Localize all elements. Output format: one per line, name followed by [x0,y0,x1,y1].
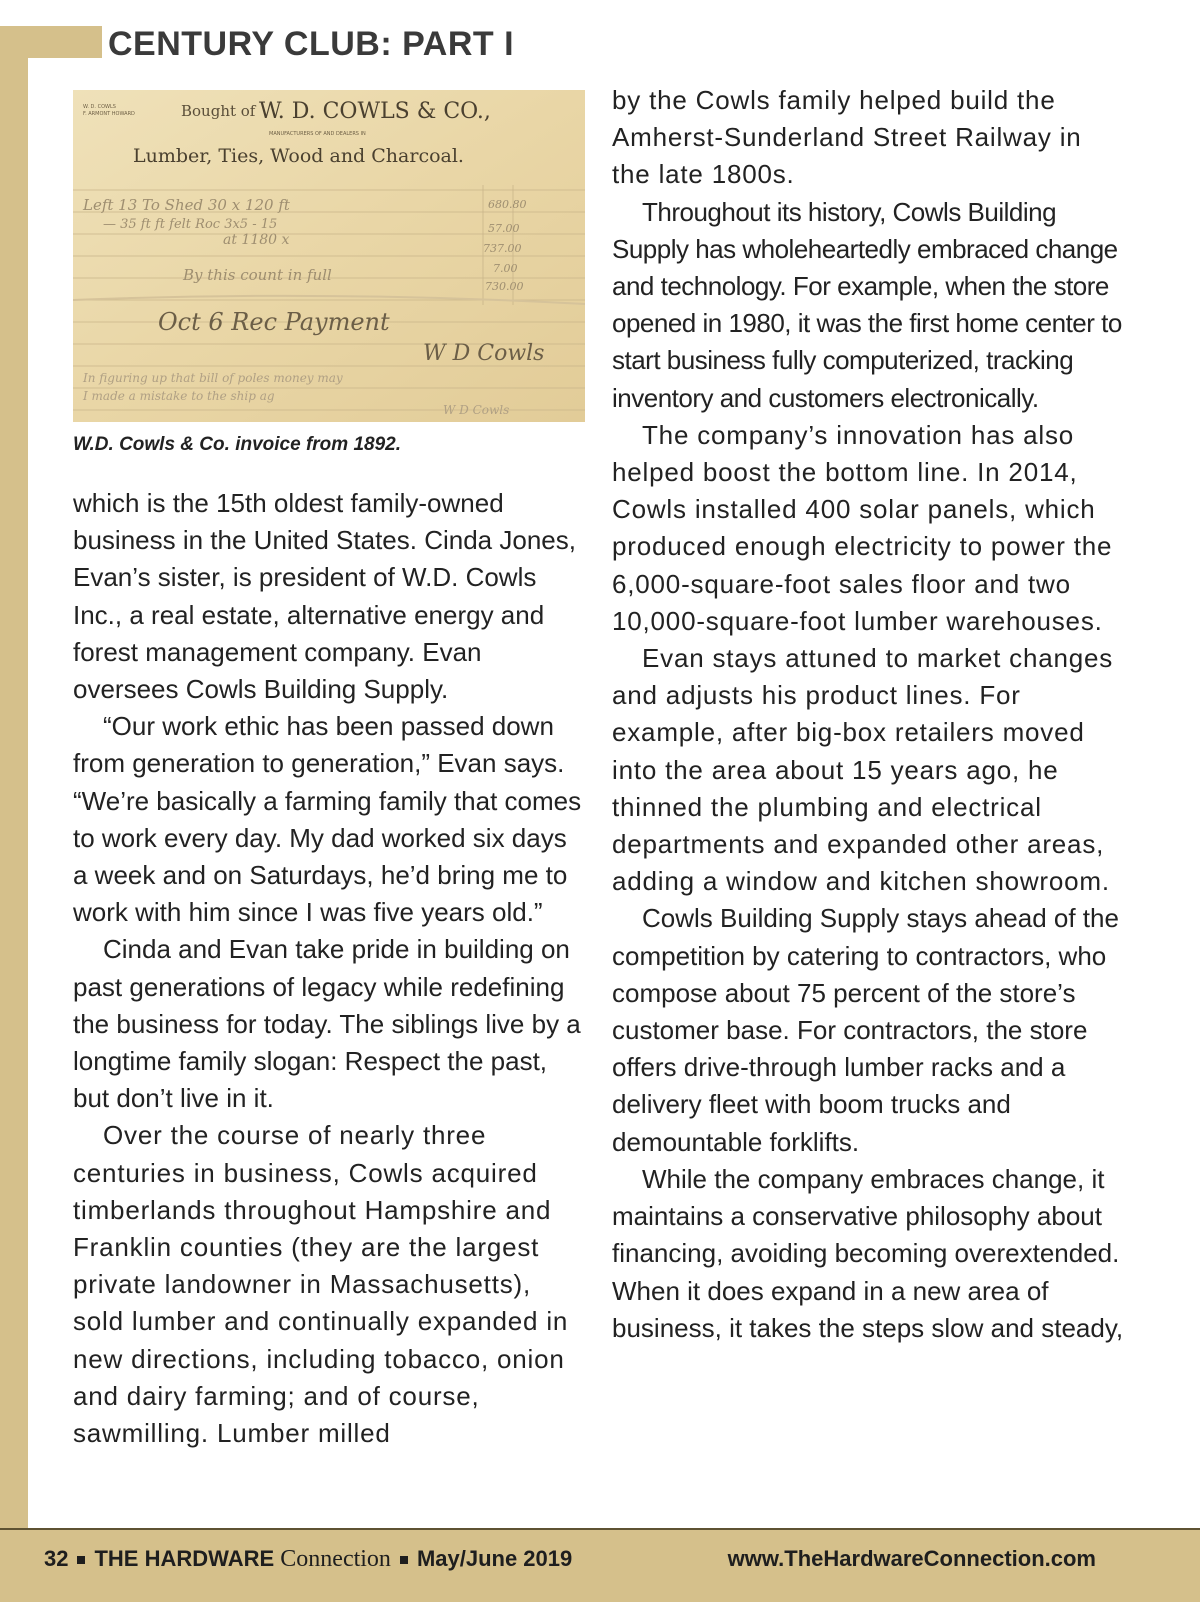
bullet-separator [400,1556,408,1564]
invoice-amount: 57.00 [488,222,520,235]
article-paragraph: “Our work ethic has been passed down from generation to generation,” Evan says. “We’re basically a farming family that comes to work every day. My dad worked six days a week and on Saturdays, he’d bring me to work with him since I was five years old.” [73,711,582,928]
figure-caption: W.D. Cowls & Co. invoice from 1892. [73,434,401,455]
invoice-image [73,90,585,422]
page-side-bar [0,58,28,1528]
article-paragraph: The company’s innovation has also helped boost the bottom line. In 2014, Cowls installed 400 solar panels, which produced enough electricity to power the 6,000-square-foot sales floor and two 10,000-square-foot lumber warehouses. [612,419,1113,636]
invoice-amount: 737.00 [483,242,522,255]
article-column-right [612,82,1124,1347]
invoice-handwriting-line: Left 13 To Shed 30 x 120 ft [83,196,290,214]
article-paragraph: Cowls Building Supply stays ahead of the competition by catering to contractors, who compose about 75 percent of the store’s customer base. For contractors, the store offers drive-through lumber racks and a delivery fleet with boom trucks and demountable forklifts. [612,903,1119,1157]
page-number: 32 [44,1546,69,1571]
invoice-company-name: W. D. COWLS & CO., [259,99,491,124]
article-paragraph: by the Cowls family helped build the Amherst-Sunderland Street Railway in the late 1800s. [612,85,1082,190]
article-column-left [73,485,585,1452]
website-link[interactable]: www.TheHardwareConnection.com [727,1546,1096,1571]
magazine-name: THE HARDWARE [94,1546,275,1571]
article-paragraph: Cinda and Evan take pride in building on past generations of legacy while redefining the business for today. The siblings live by a longtime family slogan: Respect the past, but don’t live in it. [73,934,581,1114]
invoice-handwriting-line: at 1180 x [223,232,290,248]
article-paragraph: Throughout its history, Cowls Building Supply has wholeheartedly embraced change and technology. For example, when the store opened in 1980, it was the first home center to start business fully computerized, tracking inventory and customers electronically. [612,196,1122,413]
invoice-payment-note: Oct 6 Rec Payment [158,308,390,336]
bullet-separator [77,1556,85,1564]
invoice-amount: 7.00 [493,262,518,275]
invoice-handwriting-line: In figuring up that bill of poles money may [83,371,343,385]
invoice-handwriting-line: By this count in full [183,266,332,284]
header-accent-bar [0,26,102,58]
invoice-handwriting-line: I made a mistake to the ship ag [83,389,275,403]
invoice-handwriting-line: W D Cowls [443,403,510,417]
article-paragraph: Evan stays attuned to market changes and adjusts his product lines. For example, after big-box retailers moved into the area about 15 years ago, he thinned the plumbing and electrical departments and expanded other areas, adding a window and kitchen showroom. [612,643,1114,897]
article-paragraph: While the company embraces change, it maintains a conservative philosophy about financing, avoiding becoming overextended. When it does expand in a new area of business, it takes the steps slow and steady, [612,1163,1124,1343]
invoice-handwriting-line: — 35 ft ft felt Roc 3x5 - 15 [103,217,278,232]
invoice-amount: 680.80 [488,198,527,211]
article-paragraph: Over the course of nearly three centuries in business, Cowls acquired timberlands throughout Hampshire and Franklin counties (they are the largest private landowner in Massachusetts), sold lumber and continually expanded in new directions, including tobacco, onion and dairy farming; and of course, sawmilling. Lumber milled [73,1120,569,1449]
invoice-signature: W D Cowls [423,341,545,366]
invoice-small-left-1: W. D. COWLS [83,104,116,110]
section-title: CENTURY CLUB: PART I [108,25,515,63]
article-paragraph: which is the 15th oldest family-owned business in the United States. Cinda Jones, Evan’s sister, is president of W.D. Cowls Inc., a real estate, alternative energy and forest management company. Evan oversees Cowls Building Supply. [73,488,576,705]
magazine-name-serif: Connection [280,1546,391,1572]
invoice-amount: 730.00 [485,280,524,293]
invoice-tagline: MANUFACTURERS OF AND DEALERS IN [269,131,366,137]
invoice-bought-of: Bought of [181,102,256,120]
issue-date: May/June 2019 [416,1546,573,1571]
footer-folio [44,1546,572,1573]
invoice-small-left-2: F. ARMONT HOWARD [83,111,135,117]
invoice-product-line: Lumber, Ties, Wood and Charcoal. [133,145,464,167]
